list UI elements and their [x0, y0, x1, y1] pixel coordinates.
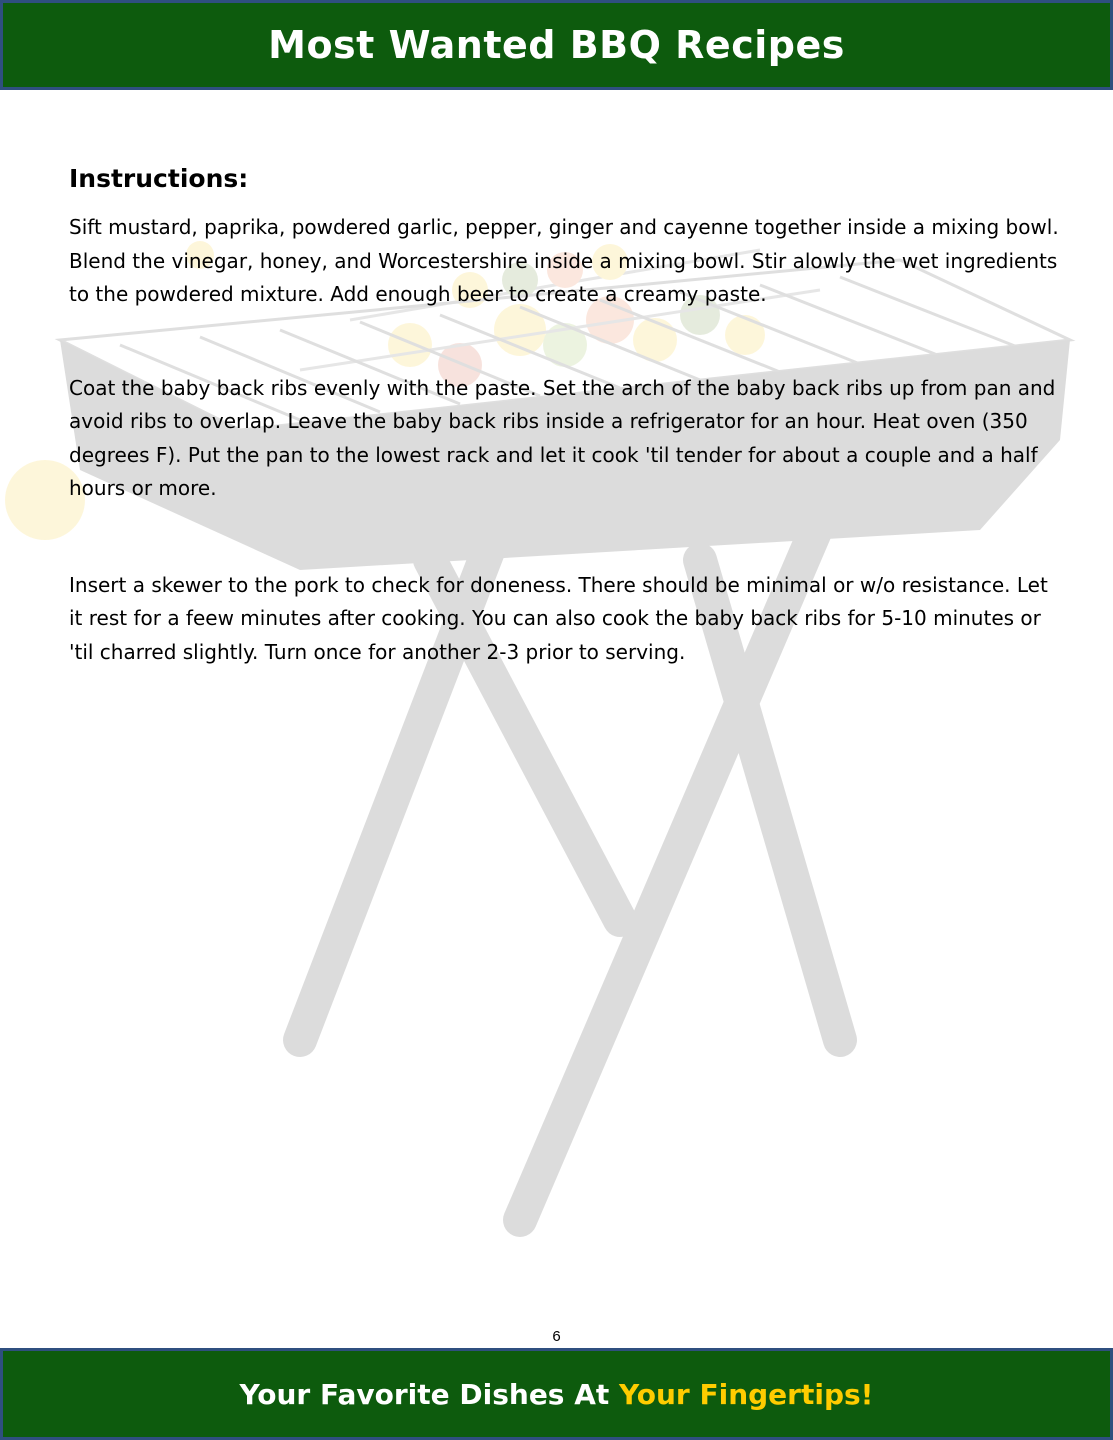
- footer-bar: [0, 1348, 1113, 1440]
- instruction-paragraph-3: Insert a skewer to the pork to check for doneness. There should be minimal or w/o resistance. Let it rest for a feew minutes after cooking. You can also cook the baby back ribs for 5-10 minutes or 'til charred slightly. Turn once for another 2-3 prior to serving.: [69, 572, 1048, 664]
- instructions-heading: Instructions:: [69, 164, 249, 193]
- footer-tagline-main: Your Favorite Dishes At: [239, 1377, 620, 1411]
- footer-tagline: [240, 1378, 874, 1411]
- instruction-paragraph-2: Coat the baby back ribs evenly with the paste. Set the arch of the baby back ribs up from pan and avoid ribs to overlap. Leave the baby back ribs inside a refrigerator for an hour. Heat oven (350 degrees F). Put the pan to the lowest rack and let it cook 'til tender for about a couple and a half hours or more.: [69, 375, 1056, 500]
- instruction-paragraph-1: Sift mustard, paprika, powdered garlic, pepper, ginger and cayenne together inside a mixing bowl. Blend the vinegar, honey, and Worcestershire inside a mixing bowl. Stir alowly the wet ingredients to the powdered mixture. Add enough beer to create a creamy paste.: [69, 215, 1059, 306]
- page-number: 6: [552, 1328, 561, 1345]
- header-bar: [0, 0, 1113, 90]
- page-title: Most Wanted BBQ Recipes: [268, 23, 845, 67]
- instructions-section: [69, 164, 1059, 669]
- footer-tagline-accent: Your Fingertips!: [619, 1377, 874, 1411]
